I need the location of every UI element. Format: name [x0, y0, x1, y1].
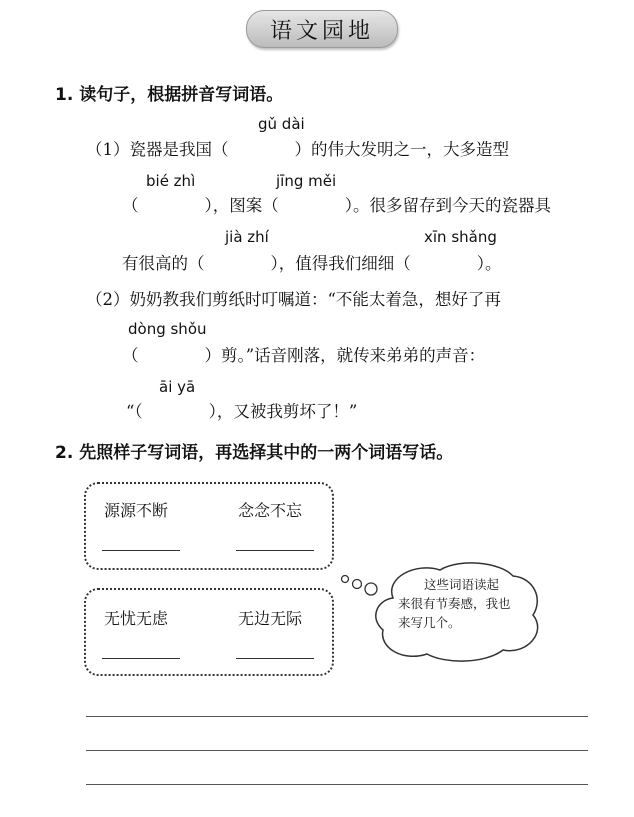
p2-line-2: （ ）剪。”话音刚落，就传来弟弟的声音：	[122, 346, 486, 365]
pinyin-xin-shang: xīn shǎng	[424, 228, 497, 246]
writing-line[interactable]	[86, 716, 588, 717]
example-word: 无忧无虑	[104, 609, 169, 628]
pinyin-bie-zhi: bié zhì	[146, 172, 196, 190]
answer-blank[interactable]	[102, 658, 180, 659]
question-2-heading: 2. 先照样子写词语，再选择其中的一两个词语写话。	[55, 443, 454, 463]
pinyin-dong-shou: dòng shǒu	[128, 320, 207, 338]
answer-blank[interactable]	[236, 550, 314, 551]
answer-blank[interactable]	[236, 658, 314, 659]
cloud-text-line: 来写几个。	[398, 615, 461, 630]
p1-line-3: 有很高的（ ），值得我们细细（ ）。	[122, 254, 502, 273]
question-1-heading: 1. 读句子，根据拼音写词语。	[55, 85, 284, 105]
p2-line-3: “（ ），又被我剪坏了！”	[126, 402, 358, 421]
page-title: 语文园地	[246, 10, 398, 48]
p1-line-1: （1）瓷器是我国（ ）的伟大发明之一，大多造型	[86, 140, 509, 159]
writing-line[interactable]	[86, 750, 588, 751]
pinyin-jing-mei: jīng měi	[276, 172, 337, 190]
example-word: 源源不断	[104, 501, 169, 520]
answer-blank[interactable]	[102, 550, 180, 551]
cloud-text-line: 来很有节奏感，我也	[398, 596, 511, 611]
pinyin-gu-dai: gǔ dài	[258, 115, 305, 133]
cloud-text-line: 这些词语读起	[424, 577, 500, 592]
p2-line-1: （2）奶奶教我们剪纸时叮嘱道：“不能太着急，想好了再	[86, 290, 501, 309]
p1-line-2: （ ），图案（ ）。很多留存到今天的瓷器具	[122, 196, 551, 215]
example-word: 无边无际	[238, 609, 303, 628]
word-box-2	[84, 588, 334, 676]
cloud-text	[398, 575, 548, 632]
writing-line[interactable]	[86, 784, 588, 785]
word-box-1	[84, 482, 334, 570]
example-word: 念念不忘	[238, 501, 303, 520]
pinyin-ai-ya: āi yā	[159, 378, 196, 396]
pinyin-jia-zhi: jià zhí	[225, 228, 269, 246]
